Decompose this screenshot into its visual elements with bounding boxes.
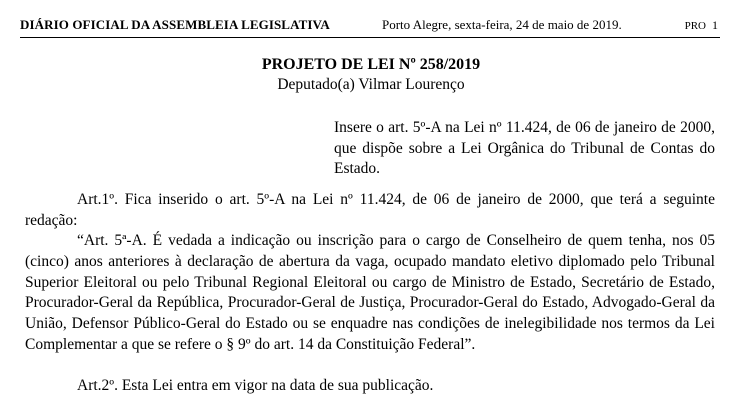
article-2: Art.2º. Esta Lei entra em vigor na data de sua publicação. xyxy=(77,377,434,394)
page-header xyxy=(20,17,718,37)
gazette-title: DIÁRIO OFICIAL DA ASSEMBLEIA LEGISLATIVA xyxy=(20,17,330,32)
article-1: Art.1º. Fica inserido o art. 5º-A na Lei nº 11.424, de 06 de janeiro de 2000, que terá a seguinte redação: xyxy=(25,191,715,229)
header-divider xyxy=(20,37,720,38)
page-indicator xyxy=(685,17,718,34)
bill-summary: Insere o art. 5º-A na Lei nº 11.424, de 06 de janeiro de 2000, que dispõe sobre a Lei Orgânica do Tribunal de Contas do Estado. xyxy=(334,119,715,177)
bill-author: Deputado(a) Vilmar Lourenço xyxy=(277,76,465,93)
page-number: 1 xyxy=(712,18,718,32)
section-label: PRO xyxy=(684,20,706,32)
place-date: Porto Alegre, sexta-feira, 24 de maio de 2019. xyxy=(382,17,622,32)
bill-title: PROJETO DE LEI Nº 258/2019 xyxy=(261,56,481,73)
article-1-quote: “Art. 5ª-A. É vedada a indicação ou inscrição para o cargo de Conselheiro de quem tenha, nos 05 (cinco) anos anteriores à declaração de abertura da vaga, ocupado mandato eletivo diplomado pelo Tribunal Superior Eleitoral ou pelo Tribunal Regional Eleitoral ou cargo de Ministro de Estado, Secretário de Estado, Procurador-Geral da República, Procurador-Geral de Justiça, Procurador-Geral do Estado, Advogado-Geral da União, Defensor Público-Geral do Estado ou se enquadre nas condições de inelegibilidade nos termos da Lei Complementar a que se refere o § 9º do art. 14 da Constituição Federal”. xyxy=(25,232,715,353)
